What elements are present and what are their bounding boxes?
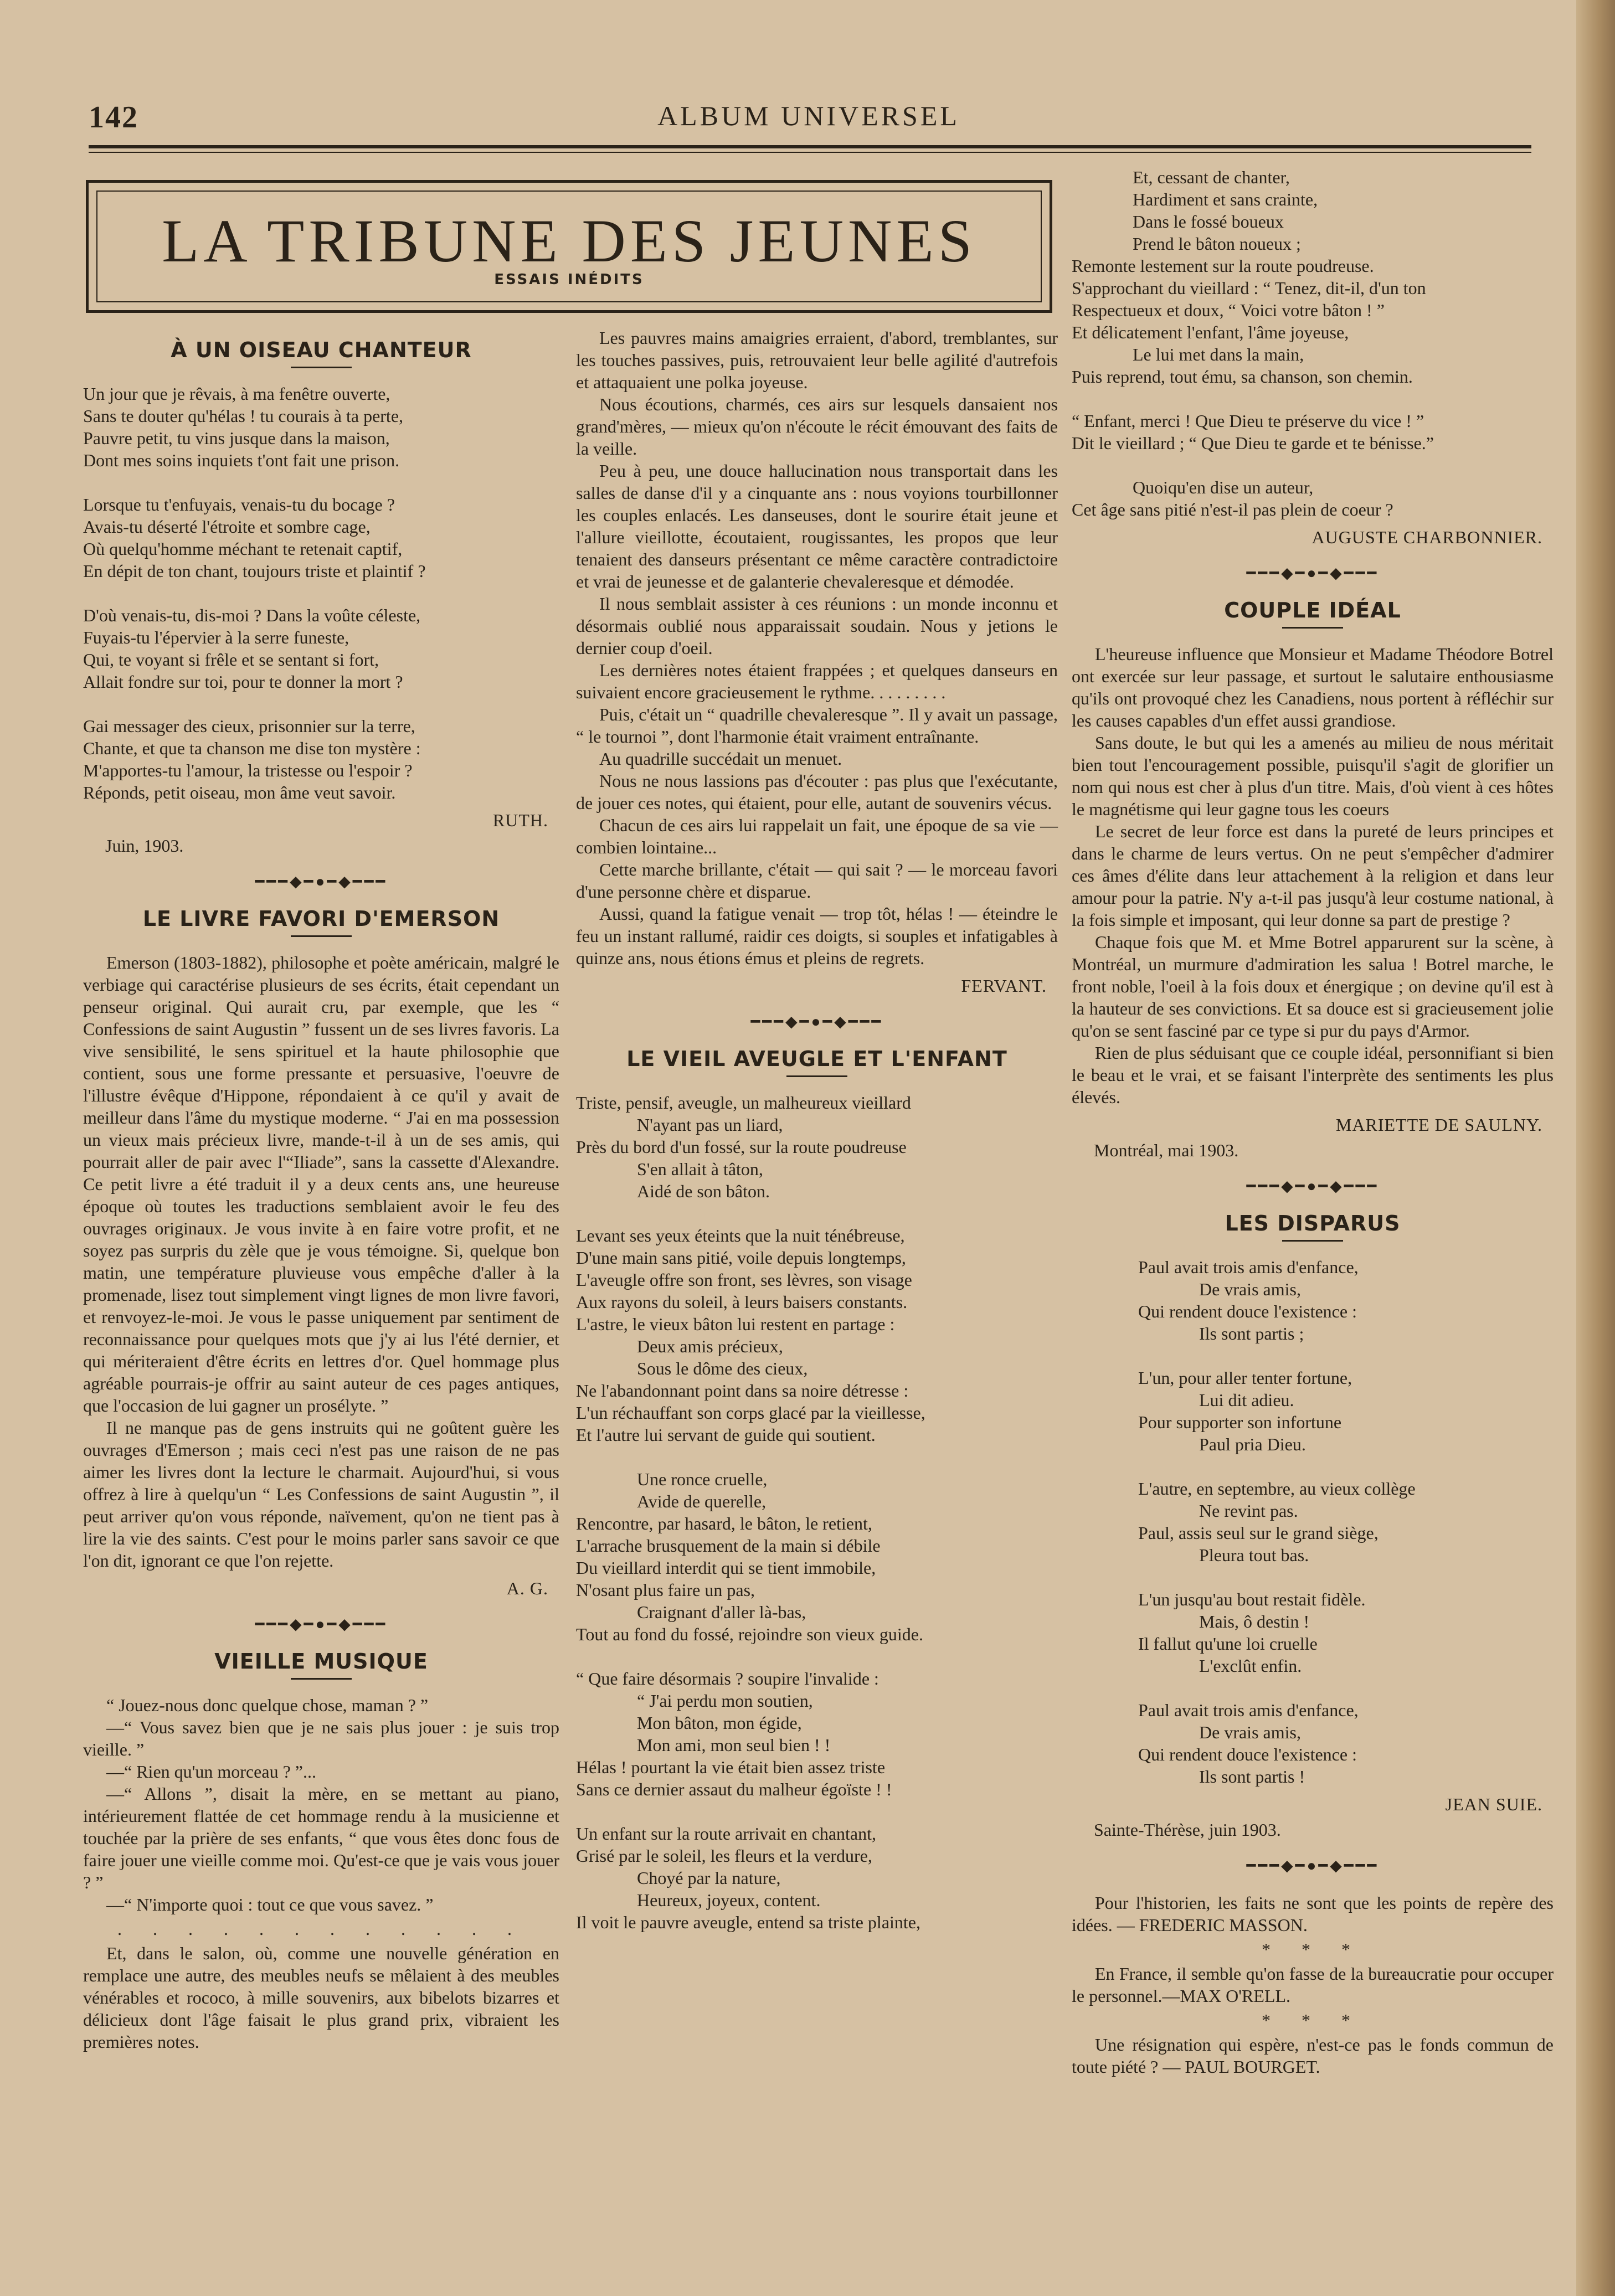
verse-line: L'autre, en septembre, au vieux collège	[1138, 1479, 1416, 1499]
article-title-couple: COUPLE IDÉAL	[1224, 598, 1401, 622]
paragraph: Il nous semblait assister à ces réunions : un monde inconnu et désormais oublié nous apparaissait soudain. Nous y jetions le dernier coup d'oeil.	[576, 594, 1058, 658]
paragraph: Emerson (1803-1882), philosophe et poète américain, malgré le verbiage qui caractérise plusieurs de ses écrits, était cependant un penseur original. Qui aurait cru, par exemple, que les “ Confessions de saint Augustin ” fussent un de ses livres favoris. La vive sensibilité, le sens spirituel et la haute philosophie que contient, sous une forme pressante et persuasive, l'oeuvre de l'illustre évêque d'Hippone, répondaient à ce qu'il y avait de meilleur dans l'âme du mystique moderne. “ J'ai en ma possession un vieux mais précieux livre, mande-t-il à un de ses amis, qui pourrait aller de pair avec l'“Iliade”, sans la cassette d'Alexandre. Ce petit livre a été traduit il y a deux cents ans, une heureuse époque où toutes les traductions semblaient avoir le feu des ouvrages originaux. Je vous invite à en faire votre profit, et ne soyez pas surpris du zèle que je vous témoigne. Si, quelque bon matin, une température pluvieuse vous empêche d'aller à la promenade, lisez tout simplement vingt lignes de mon livre favori, et renvoyez-le-moi. Je vous le passe uniquement par sentiment de reconnaissance pour quelques mots que j'y ai lus l'été dernier, et qui mériteraient d'être écrits en lettres d'or. Quel hommage plus agréable pourrais-je offrir au saint auteur de ces pages antiques, que l'occasion de lui gagner un prosélyte. ”	[83, 953, 559, 1415]
stanza-gap	[83, 471, 559, 493]
poem-disparus	[1072, 1256, 1554, 1788]
verse-line: Triste, pensif, aveugle, un malheureux vieillard	[576, 1093, 911, 1113]
verse-line: Dont mes soins inquiets t'ont fait une prison.	[83, 450, 400, 470]
verse-line: Ne revint pas.	[1199, 1501, 1298, 1521]
paragraph: Puis, c'était un “ quadrille chevaleresque ”. Il y avait un passage, “ le tournoi ”, dont l'harmonie était vraiment entraînante.	[576, 704, 1058, 747]
verse-line: L'un jusqu'au bout restait fidèle.	[1138, 1589, 1366, 1609]
verse-line: Deux amis précieux,	[637, 1336, 783, 1356]
paragraph: Il ne manque pas de gens instruits qui ne goûtent guère les ouvrages d'Emerson ; mais ceci n'est pas une raison de ne pas aimer les livres dont la lecture le charmait. Aujourd'hui, si vous offrez à lire à quelqu'un “ Les Confessions de saint Augustin ”, il peut arriver qu'on vous réponde, naïvement, qu'on ne tient pas à lire la vie des saints. C'est pour le moins parler sans savoir ce que l'on dit, ignorant ce que l'on rejette.	[83, 1418, 559, 1571]
author-signature: FERVANT.	[961, 976, 1047, 996]
paragraph: —“ Allons ”, disait la mère, en se mettant au piano, intérieurement flattée de cet hommage rendu à la musicienne et touchée par la prière de ses enfants, “ que vous êtes donc fous de faire jouer une vieille comme moi. Qu'est-ce que je vais vous jouer ? ”	[83, 1784, 559, 1892]
verse-line: Allait fondre sur toi, pour te donner la mort ?	[83, 672, 403, 692]
verse-line: De vrais amis,	[1199, 1279, 1301, 1299]
article-title-emerson: LE LIVRE FAVORI D'EMERSON	[142, 907, 500, 931]
stars-separator: * * *	[1262, 2010, 1364, 2030]
paragraph: Aussi, quand la fatigue venait — trop tôt, hélas ! — éteindre le feu un instant rallumé, raidir ces doigts, si souples et infatigables à quinze ans, nous étions émus et pleins de regrets.	[576, 904, 1058, 968]
paragraph: Rien de plus séduisant que ce couple idéal, personnifiant si bien le beau et le vrai, et se faisant l'interprète des sentiments les plus élevés.	[1072, 1043, 1554, 1107]
ornament-divider: ━━━◆━●━◆━━━	[1246, 565, 1379, 582]
citation: Une résignation qui espère, n'est-ce pas le fonds commun de toute piété ? — PAUL BOURGET.	[1072, 2035, 1554, 2077]
verse-line: Près du bord d'un fossé, sur la route poudreuse	[576, 1137, 907, 1157]
verse-line: Sans te douter qu'hélas ! tu courais à ta perte,	[83, 406, 404, 426]
verse-line: Cet âge sans pitié n'est-il pas plein de coeur ?	[1072, 500, 1393, 519]
verse-line: Mon bâton, mon égide,	[637, 1713, 802, 1733]
author-signature: A. G.	[506, 1578, 548, 1598]
poem-aveugle	[576, 1092, 1058, 1933]
verse-line: Fuyais-tu l'épervier à la serre funeste,	[83, 627, 349, 647]
verse-line: L'astre, le vieux bâton lui restent en partage :	[576, 1314, 895, 1334]
verse-line: Sans ce dernier assaut du malheur égoïste ! !	[576, 1779, 892, 1799]
verse-line: Lorsque tu t'enfuyais, venais-tu du bocage ?	[83, 495, 395, 514]
stanza-gap	[576, 1800, 1058, 1823]
paragraph: Nous écoutions, charmés, ces airs sur lesquels dansaient nos grand'mères, — mieux qu'on n'écoute le récit émouvant des faits de la veille.	[576, 394, 1058, 459]
verse-line: Mon ami, mon seul bien ! !	[637, 1735, 831, 1755]
stanza-gap	[1138, 1455, 1554, 1478]
paragraph: Chaque fois que M. et Mme Botrel apparurent sur la scène, à Montréal, un murmure d'admiration les salua ! Botrel marche, le front noble, l'oeil à la fois doux et énergique ; on devine qu'il est à la hauteur de ses convictions. Et sa douce est si gracieusement jolie qu'on se sent fasciné par ce type si pur du pays d'Armor.	[1072, 932, 1554, 1041]
verse-line: L'aveugle offre son front, ses lèvres, son visage	[576, 1270, 912, 1290]
header-rule-thin	[89, 152, 1531, 153]
verse-line: Le lui met dans la main,	[1133, 344, 1304, 364]
verse-line: D'où venais-tu, dis-moi ? Dans la voûte céleste,	[83, 605, 421, 625]
verse-line: M'apportes-tu l'amour, la tristesse ou l'espoir ?	[83, 760, 413, 780]
verse-line: Du vieillard interdit qui se tient immobile,	[576, 1558, 876, 1578]
stars-separator: * * *	[1262, 1939, 1364, 1959]
verse-line: Pour supporter son infortune	[1138, 1412, 1342, 1432]
article-title-vieille-musique: VIEILLE MUSIQUE	[214, 1649, 428, 1674]
verse-line: En dépit de ton chant, toujours triste et plaintif ?	[83, 561, 426, 581]
citation: En France, il semble qu'on fasse de la bureaucratie pour occuper le personnel.—MAX O'RELL.	[1072, 1964, 1554, 2006]
author-signature: AUGUSTE CHARBONNIER.	[1311, 527, 1542, 547]
banner-subtitle: ESSAIS INÉDITS	[494, 271, 644, 288]
paragraph: —“ Vous savez bien que je ne sais plus jouer : je suis trop vieille. ”	[83, 1717, 559, 1759]
verse-line: Pauvre petit, tu vins jusque dans la maison,	[83, 428, 390, 448]
verse-line: Rencontre, par hasard, le bâton, le retient,	[576, 1513, 872, 1533]
verse-line: Aidé de son bâton.	[637, 1181, 770, 1201]
article-body-vieille-musique	[83, 1694, 559, 2053]
dateline: Juin, 1903.	[105, 836, 184, 856]
article-title-disparus: LES DISPARUS	[1225, 1211, 1401, 1235]
column-1	[83, 327, 559, 2053]
page-number: 142	[89, 100, 138, 135]
verse-line: Heureux, joyeux, content.	[637, 1890, 821, 1910]
verse-line: Il fallut qu'une loi cruelle	[1138, 1634, 1318, 1654]
title-rule	[291, 1678, 352, 1680]
verse-line: Un jour que je rêvais, à ma fenêtre ouverte,	[83, 384, 390, 404]
verse-line: Pleura tout bas.	[1199, 1545, 1309, 1565]
citations	[1072, 1892, 1554, 2078]
verse-line: Chante, et que ta chanson me dise ton mystère :	[83, 738, 421, 758]
stanza-gap	[1138, 1566, 1554, 1588]
paragraph: “ Jouez-nous donc quelque chose, maman ? ”	[106, 1695, 429, 1715]
section-banner	[86, 180, 1052, 313]
paragraph: Au quadrille succédait un menuet.	[599, 749, 842, 769]
column-2	[576, 327, 1058, 1933]
title-rule	[786, 1075, 847, 1077]
verse-line: Hardiment et sans crainte,	[1133, 189, 1318, 209]
dateline: Montréal, mai 1903.	[1094, 1140, 1239, 1160]
verse-line: “ Enfant, merci ! Que Dieu te préserve du vice ! ”	[1072, 411, 1424, 431]
verse-line: Où quelqu'homme méchant te retenait captif,	[83, 539, 403, 559]
paragraph: Cette marche brillante, c'était — qui sait ? — le morceau favori d'une personne chère et disparue.	[576, 859, 1058, 902]
paragraph: Nous ne nous lassions pas d'écouter : pas plus que l'exécutante, de jouer ces notes, qui étaient, pour elle, autant de souvenirs vécus.	[576, 771, 1058, 813]
poem-oiseau	[83, 383, 559, 804]
paragraph: Et, dans le salon, où, comme une nouvelle génération en remplace une autre, des meubles neufs se mêlaient à des meubles vénérables et rococo, à mille souvenirs, aux bibelots bizarres et délicieux dont l'âge faisait le plus grand prix, vibraient les premières notes.	[83, 1943, 559, 2052]
verse-line: Quoiqu'en dise un auteur,	[1133, 477, 1314, 497]
verse-line: L'un réchauffant son corps glacé par la vieillesse,	[576, 1403, 925, 1423]
verse-line: Craignant d'aller là-bas,	[637, 1602, 806, 1622]
verse-line: Qui, te voyant si frêle et se sentant si fort,	[83, 650, 379, 670]
title-rule	[291, 935, 352, 937]
stanza-gap	[1072, 454, 1554, 476]
verse-line: L'exclût enfin.	[1199, 1656, 1302, 1676]
verse-line: N'osant plus faire un pas,	[576, 1580, 755, 1600]
author-signature: RUTH.	[492, 810, 548, 830]
paragraph: L'heureuse influence que Monsieur et Madame Théodore Botrel ont exercée sur leur passage, et surtout le salutaire enthousiasme qu'ils ont provoqué chez les Canadiens, nous portent à réfléchir sur les causes capables d'un effet aussi grandiose.	[1072, 644, 1554, 730]
article-title-aveugle: LE VIEIL AVEUGLE ET L'ENFANT	[626, 1047, 1007, 1071]
stanza-gap	[1072, 388, 1554, 410]
paragraph: Les pauvres mains amaigries erraient, d'abord, tremblantes, sur les touches passives, puis, retrouvaient leur belle agilité d'autrefois et attaquaient une polka joyeuse.	[576, 328, 1058, 392]
verse-line: Ils sont partis !	[1199, 1767, 1305, 1787]
dateline: Sainte-Thérèse, juin 1903.	[1094, 1820, 1281, 1840]
ornament-divider: ━━━◆━●━◆━━━	[750, 1013, 883, 1031]
verse-line: Paul, assis seul sur le grand siège,	[1138, 1523, 1379, 1543]
verse-line: Choyé par la nature,	[637, 1868, 781, 1888]
verse-line: Paul avait trois amis d'enfance,	[1138, 1700, 1359, 1720]
verse-line: Dit le vieillard ; “ Que Dieu te garde et te bénisse.”	[1072, 433, 1434, 453]
title-rule	[291, 367, 352, 368]
verse-line: Sous le dôme des cieux,	[637, 1358, 808, 1378]
column-3	[1072, 166, 1554, 2078]
verse-line: Avais-tu déserté l'étroite et sombre cage,	[83, 517, 371, 537]
stanza-gap	[1138, 1677, 1554, 1699]
paragraph: Sans doute, le but qui les a amenés au milieu de nous méritait bien tout l'encouragement possible, puisqu'il s'agit de glorifier un nom qui nous est cher à plus d'un titre. Mais, d'où vient à ces hôtes le magnétisme qui leur gagne tous les coeurs	[1072, 733, 1554, 819]
article-title-oiseau: À UN OISEAU CHANTEUR	[171, 338, 472, 362]
banner-title: LA TRIBUNE DES JEUNES	[162, 207, 976, 275]
ornament-divider: ━━━◆━●━◆━━━	[1246, 1857, 1379, 1875]
verse-line: Tout au fond du fossé, rejoindre son vieux guide.	[576, 1624, 923, 1644]
verse-line: Paul avait trois amis d'enfance,	[1138, 1257, 1359, 1277]
verse-line: De vrais amis,	[1199, 1722, 1301, 1742]
verse-line: Grisé par le soleil, les fleurs et la verdure,	[576, 1846, 872, 1866]
paragraph: . . . . . . . . . . . .	[117, 1919, 525, 1939]
author-signature: JEAN SUIE.	[1445, 1794, 1542, 1814]
verse-line: Levant ses yeux éteints que la nuit ténébreuse,	[576, 1226, 905, 1245]
journal-name: ALBUM UNIVERSEL	[657, 100, 960, 131]
article-body-couple	[1072, 643, 1554, 1108]
article-body-emerson	[83, 951, 559, 1572]
article-body-vieille-musique-cont	[576, 327, 1058, 969]
verse-line: Qui rendent douce l'existence :	[1138, 1744, 1357, 1764]
verse-line: Réponds, petit oiseau, mon âme veut savoir.	[83, 783, 396, 802]
verse-line: Une ronce cruelle,	[637, 1469, 768, 1489]
verse-line: Qui rendent douce l'existence :	[1138, 1301, 1357, 1321]
verse-line: L'arrache brusquement de la main si débile	[576, 1536, 881, 1556]
verse-line: Et l'autre lui servant de guide qui soutient.	[576, 1425, 876, 1445]
verse-line: S'approchant du vieillard : “ Tenez, dit-il, d'un ton	[1072, 278, 1426, 298]
stanza-gap	[1138, 1345, 1554, 1367]
verse-line: Il voit le pauvre aveugle, entend sa triste plainte,	[576, 1912, 920, 1932]
citation: Pour l'historien, les faits ne sont que les points de repère des idées. — FREDERIC MASSON.	[1072, 1893, 1554, 1935]
verse-line: Et délicatement l'enfant, l'âme joyeuse,	[1072, 322, 1349, 342]
verse-line: “ Que faire désormais ? soupire l'invalide :	[576, 1669, 879, 1688]
author-signature: MARIETTE DE SAULNY.	[1335, 1115, 1542, 1135]
verse-line: Gai messager des cieux, prisonnier sur la terre,	[83, 716, 415, 736]
paragraph: —“ Rien qu'un morceau ? ”...	[106, 1762, 316, 1782]
verse-line: Paul pria Dieu.	[1199, 1434, 1306, 1454]
verse-line: Lui dit adieu.	[1199, 1390, 1294, 1410]
ornament-divider: ━━━◆━●━◆━━━	[255, 873, 388, 890]
verse-line: D'une main sans pitié, voile depuis longtemps,	[576, 1248, 906, 1268]
verse-line: Puis reprend, tout ému, sa chanson, son chemin.	[1072, 367, 1413, 387]
verse-line: Remonte lestement sur la route poudreuse.	[1072, 256, 1374, 276]
ornament-divider: ━━━◆━●━◆━━━	[1246, 1178, 1379, 1195]
stanza-gap	[576, 1202, 1058, 1224]
verse-line: S'en allait à tâton,	[637, 1159, 763, 1179]
stanza-gap	[83, 582, 559, 604]
title-rule	[1282, 1240, 1343, 1242]
poem-aveugle-cont	[1072, 166, 1554, 521]
verse-line: Prend le bâton noueux ;	[1133, 234, 1301, 254]
verse-line: L'un, pour aller tenter fortune,	[1138, 1368, 1352, 1388]
stanza-gap	[83, 693, 559, 715]
title-rule	[1282, 627, 1343, 629]
verse-line: Aux rayons du soleil, à leurs baisers constants.	[576, 1292, 908, 1312]
verse-line: Un enfant sur la route arrivait en chantant,	[576, 1824, 876, 1844]
verse-line: “ J'ai perdu mon soutien,	[637, 1691, 813, 1711]
verse-line: Avide de querelle,	[637, 1491, 767, 1511]
stanza-gap	[576, 1645, 1058, 1667]
paragraph: Peu à peu, une douce hallucination nous transportait dans les salles de danse d'il y a cinquante ans : nous voyions tourbillonner les couples enlacés. Les danseuses, dont le sourire était jeune et l'allure vieillotte, écoutaient, rougissantes, les propos que leur tenaient des danseurs présentant ce même caractère contradictoire et vrai de jeunesse et de galanterie chevaleresque et démodée.	[576, 461, 1058, 591]
verse-line: Ne l'abandonnant point dans sa noire détresse :	[576, 1381, 909, 1401]
ornament-divider: ━━━◆━●━◆━━━	[255, 1616, 388, 1633]
header-rule	[89, 145, 1531, 148]
verse-line: Ils sont partis ;	[1199, 1324, 1304, 1343]
verse-line: Respectueux et doux, “ Voici votre bâton ! ”	[1072, 300, 1385, 320]
paragraph: Les dernières notes étaient frappées ; et quelques danseurs en suivaient encore gracieusement le rythme. . . . . . . . .	[576, 660, 1058, 702]
paragraph: —“ N'importe quoi : tout ce que vous savez. ”	[106, 1895, 434, 1914]
paragraph: Le secret de leur force est dans la pureté de leurs principes et dans le charme de leurs vertus. On ne peut s'empêcher d'admirer ces âmes d'élite dans leur attachement à la religion et dans leur amour pour la patrie. N'y a-t-il pas jusqu'à leur costume national, à la fois simple et imposant, qui leur donne sa part de prestige ?	[1072, 821, 1554, 930]
stanza-gap	[576, 1446, 1058, 1468]
verse-line: Mais, ô destin !	[1199, 1612, 1310, 1631]
verse-line: Et, cessant de chanter,	[1133, 167, 1290, 187]
page-header	[89, 100, 1529, 144]
verse-line: Dans le fossé boueux	[1133, 212, 1284, 231]
verse-line: Hélas ! pourtant la vie était bien assez triste	[576, 1757, 886, 1777]
page-edge	[1576, 0, 1615, 2296]
verse-line: N'ayant pas un liard,	[637, 1115, 783, 1135]
paragraph: Chacun de ces airs lui rappelait un fait, une époque de sa vie — combien lointaine...	[576, 815, 1058, 857]
